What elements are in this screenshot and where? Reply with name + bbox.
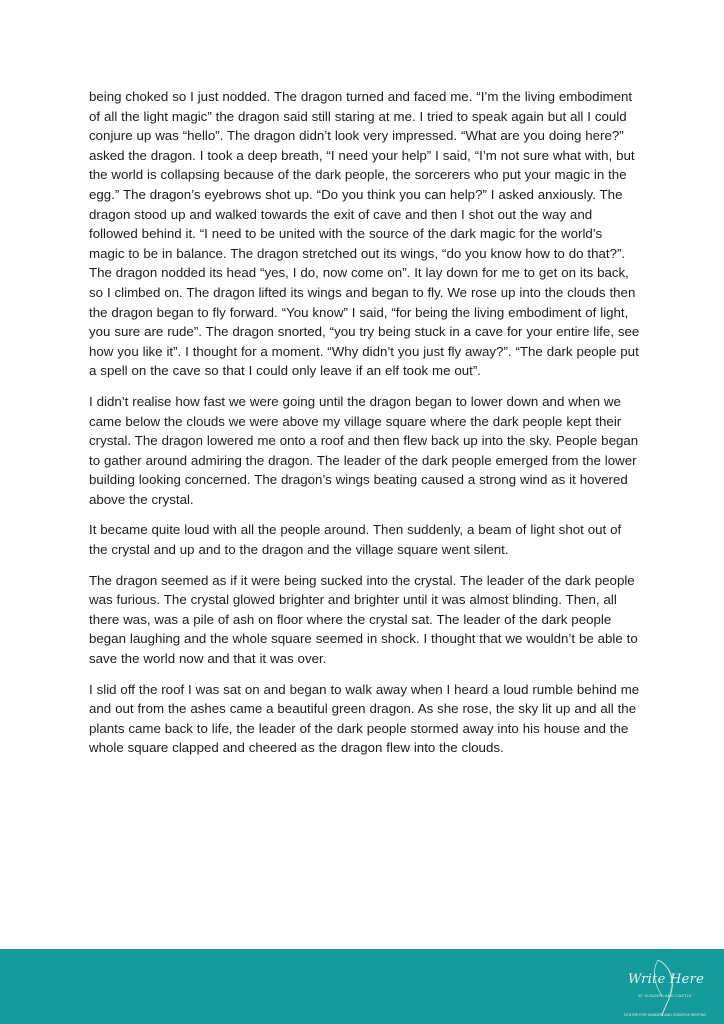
quill-pen-icon [618,956,710,1020]
logo-subtitle: AT SUNDERLAND CASTLE [637,993,693,998]
paragraph-2: I didn’t realise how fast we were going until the dragon began to lower down and when we came below the clouds we were above my village square where the dark people kept their crystal. The dragon lowered me onto a roof and then flew back up into the sky. People began to gather around admiring the dragon. The leader of the dark people emerged from the lower building looking concerned. The dragon’s wings beating caused a strong wind as it hovered above the crystal. [89,393,639,507]
paragraph-4: The dragon seemed as if it were being sucked into the crystal. The leader of the dark people was furious. The crystal glowed brighter and brighter until it was almost blinding. Then, all there was, was a pile of ash on floor where the crystal sat. The leader of the dark people began laughing and the whole square seemed in shock. I thought that we wouldn’t be able to save the world now and that it was over. [89,572,638,667]
footer-band [0,949,724,1024]
story-text [89,87,640,769]
paragraph-5: I slid off the roof I was sat on and began to walk away when I heard a loud rumble behind me and out from the ashes came a beautiful green dragon. As she rose, the sky lit up and all the plants came back to life, the leader of the dark people stormed away into his house and the whole square clapped and cheered as the dragon flew into the clouds. [89,681,640,756]
paragraph-1: being choked so I just nodded. The dragon turned and faced me. “I’m the living embodiment of all the light magic” the dragon said still staring at me. I tried to speak again but all I could conjure up was “hello”. The dragon didn’t look very impressed. “What are you doing here?” asked the dragon. I took a deep breath, “I need your help” I said, “I’m not sure what with, but the world is collapsing because of the dark people, the sorcerers who put your magic in the egg.” The dragon’s eyebrows shot up. “Do you think you can help?” I asked anxiously. The dragon stood up and walked towards the exit of cave and then I shot out the way and followed behind it. “I need to be united with the source of the dark magic for the world’s magic to be in balance. The dragon stretched out its wings, “do you know how to do that?”. The dragon nodded its head “yes, I do, now come on”. It lay down for me to get on its back, so I climbed on. The dragon lifted its wings and began to fly. We rose up into the clouds then the dragon began to fly forward. “You know” I said, “for being the living embodiment of light, you sure are rude”. The dragon snorted, “you try being stuck in a cave for your entire life, see how you like it”. I thought for a moment. “Why didn’t you just fly away?”. “The dark people put a spell on the cave so that I could only leave if an elf took me out”. [89,89,640,379]
logo-tagline: CENTRE FOR SUNDERLAND CREATIVE WRITING [623,1013,707,1017]
paragraph-3: It became quite loud with all the people around. Then suddenly, a beam of light shot out of the crystal and up and to the dragon and the village square went silent. [89,522,622,558]
logo-title: Write Here [628,972,705,987]
write-here-logo [618,956,710,1020]
